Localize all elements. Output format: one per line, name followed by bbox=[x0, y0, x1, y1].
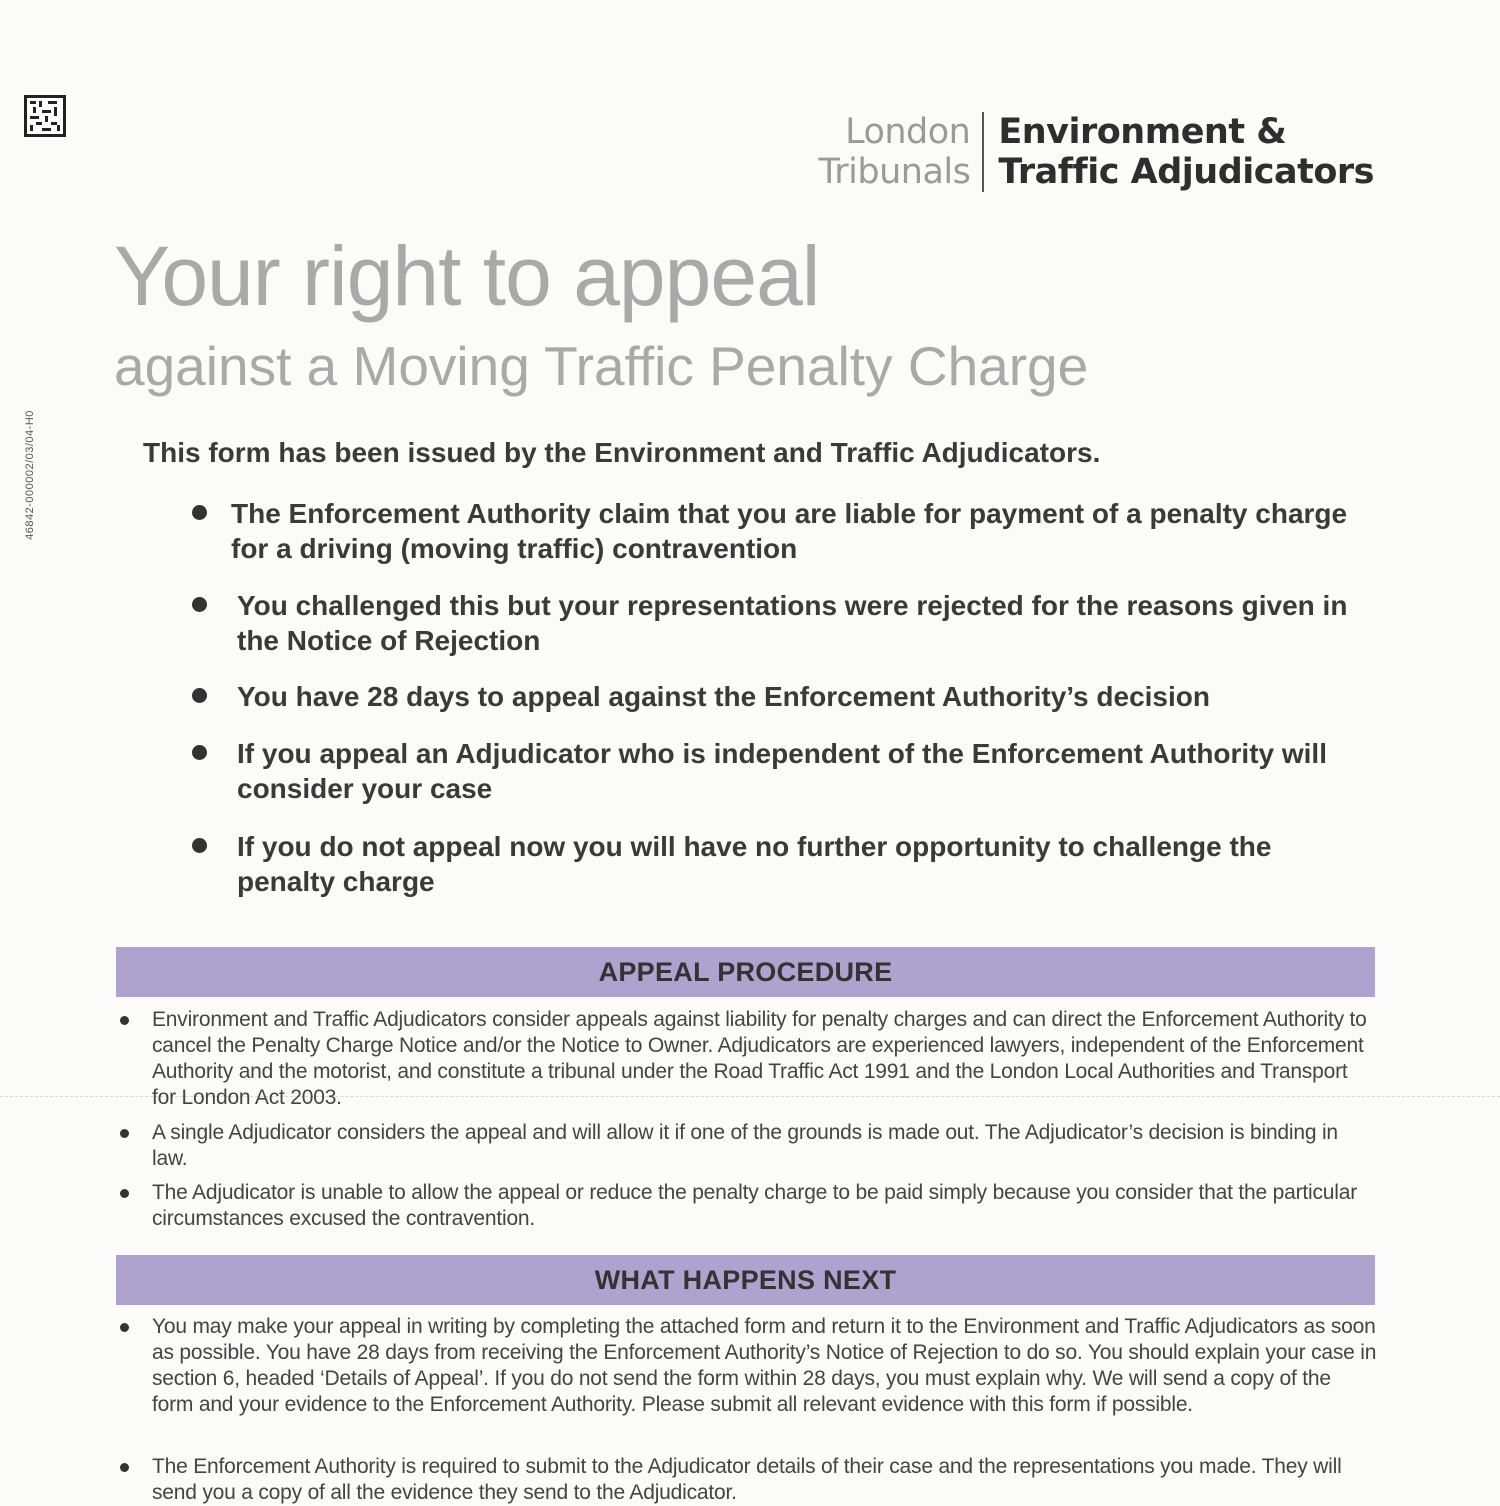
list-item bbox=[237, 679, 1367, 714]
logo-eta bbox=[984, 112, 1374, 192]
procedure-text: Environment and Traffic Adjudicators consider appeals against liability for penalty charges and can direct the Enforcement Authority to cancel the Penalty Charge Notice and/or the Notice to Owner. Adjudicators are experienced lawyers, independent of the Enforcement Authority and the motorist, and constitute a tribunal under the Road Traffic Act 1991 and the London Local Authorities and Transport for London Act 2003. bbox=[152, 1008, 1367, 1109]
page-subtitle: against a Moving Traffic Penalty Charge bbox=[114, 335, 1089, 397]
logo-left-line1: London bbox=[845, 112, 971, 152]
list-item bbox=[231, 496, 1361, 566]
procedure-text: The Adjudicator is unable to allow the appeal or reduce the penalty charge to be paid simply because you consider that the particular circumstances excused the contravention. bbox=[152, 1181, 1357, 1230]
page-title: Your right to appeal bbox=[114, 229, 820, 323]
next-step-text: The Enforcement Authority is required to submit to the Adjudicator details of their case and the representations you made. They will send you a copy of all the evidence they send to the Adjudicator. bbox=[152, 1455, 1342, 1504]
list-item bbox=[237, 588, 1367, 658]
bullet-icon bbox=[192, 688, 207, 703]
procedure-text: A single Adjudicator considers the appeal and will allow it if one of the grounds is made out. The Adjudicator’s decision is binding in law. bbox=[152, 1121, 1338, 1170]
logo-left-line2: Tribunals bbox=[818, 152, 971, 192]
qr-code-icon bbox=[24, 95, 66, 137]
appeal-procedure-header bbox=[116, 947, 1375, 997]
next-step-text: You may make your appeal in writing by completing the attached form and return it to the Environment and Traffic Adjudicators as soon as possible. You have 28 days from receiving the Enforcement Authority’s Notice of Rejection to do so. You should explain your case in section 6, headed ‘Details of Appeal’. If you do not send the form within 28 days, you must explain why. We will send a copy of the form and your evidence to the Enforcement Authority. Please submit all relevant evidence with this form if possible. bbox=[152, 1315, 1377, 1416]
bullet-icon bbox=[192, 745, 207, 760]
what-happens-next-header bbox=[116, 1255, 1375, 1305]
document-code: 46842-000002/03/04-H0 bbox=[24, 410, 36, 540]
section-heading: APPEAL PROCEDURE bbox=[598, 956, 893, 987]
list-item bbox=[152, 1454, 1377, 1506]
bullet-icon bbox=[120, 1189, 129, 1198]
key-point-text: The Enforcement Authority claim that you are liable for payment of a penalty charge for a driving (moving traffic) contravention bbox=[231, 498, 1348, 564]
logo-london-tribunals bbox=[819, 112, 985, 192]
bullet-icon bbox=[192, 505, 207, 520]
list-item bbox=[152, 1120, 1377, 1172]
list-item bbox=[237, 736, 1367, 806]
bullet-icon bbox=[192, 838, 207, 853]
tribunal-logo bbox=[819, 112, 1374, 192]
key-point-text: If you appeal an Adjudicator who is independent of the Enforcement Authority will consider your case bbox=[237, 738, 1327, 804]
bullet-icon bbox=[192, 597, 207, 612]
key-point-text: You have 28 days to appeal against the Enforcement Authority’s decision bbox=[237, 681, 1210, 712]
section-heading: WHAT HAPPENS NEXT bbox=[594, 1264, 897, 1295]
list-item bbox=[152, 1314, 1377, 1418]
logo-right-line2: Traffic Adjudicators bbox=[998, 152, 1374, 192]
bullet-icon bbox=[120, 1016, 129, 1025]
intro-text: This form has been issued by the Environment and Traffic Adjudicators. bbox=[143, 437, 1101, 468]
list-item bbox=[152, 1007, 1377, 1111]
list-item bbox=[237, 829, 1367, 899]
logo-right-line1: Environment & bbox=[998, 112, 1287, 152]
key-point-text: You challenged this but your representations were rejected for the reasons given in the Notice of Rejection bbox=[237, 590, 1348, 656]
bullet-icon bbox=[120, 1463, 129, 1472]
key-point-text: If you do not appeal now you will have no further opportunity to challenge the penalty charge bbox=[237, 831, 1272, 897]
list-item bbox=[152, 1180, 1377, 1232]
bullet-icon bbox=[120, 1129, 129, 1138]
bullet-icon bbox=[120, 1323, 129, 1332]
